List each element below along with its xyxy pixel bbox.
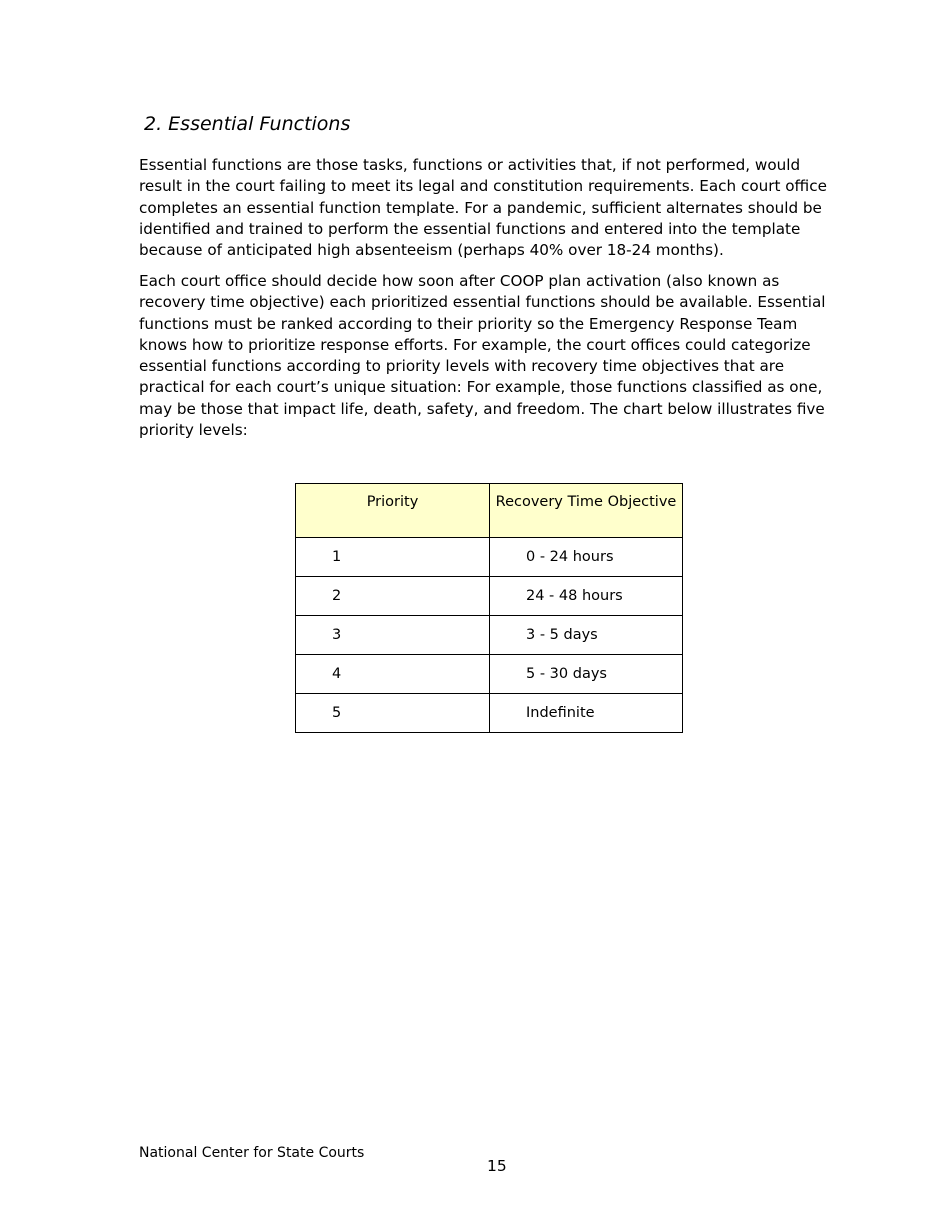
recovery-time-cell: 0 - 24 hours xyxy=(490,538,683,577)
recovery-time-cell: 24 - 48 hours xyxy=(490,577,683,616)
table-header-row xyxy=(296,484,683,538)
priority-cell: 5 xyxy=(296,694,490,733)
priority-cell: 2 xyxy=(296,577,490,616)
priority-cell: 3 xyxy=(296,616,490,655)
paragraph-priority-levels: Each court office should decide how soon after COOP plan activation (also known as recovery time objective) each prioritized essential functions should be available. Essential functions must be ranked according to their priority so the Emergency Response Team knows how to prioritize response efforts. For example, the court offices could categorize essential functions according to priority levels with recovery time objectives that are practical for each court’s unique situation: For example, those functions classified as one, may be those that impact life, death, safety, and freedom. The chart below illustrates five priority levels: xyxy=(139,272,826,440)
header-recovery-time-objective: Recovery Time Objective xyxy=(490,484,683,538)
page-number: 15 xyxy=(487,1157,507,1175)
priority-cell: 1 xyxy=(296,538,490,577)
table-row xyxy=(296,655,683,694)
table-row xyxy=(296,694,683,733)
table-row xyxy=(296,577,683,616)
priority-cell: 4 xyxy=(296,655,490,694)
recovery-time-cell: Indefinite xyxy=(490,694,683,733)
paragraph-essential-functions: Essential functions are those tasks, functions or activities that, if not performed, would result in the court failing to meet its legal and constitution requirements. Each court office completes an essential function template. For a pandemic, sufficient alternates should be identified and trained to perform the essential functions and entered into the template because of anticipated high absenteeism (perhaps 40% over 18-24 months). xyxy=(139,156,827,260)
footer-organization: National Center for State Courts xyxy=(139,1145,365,1161)
table-row xyxy=(296,616,683,655)
recovery-time-cell: 3 - 5 days xyxy=(490,616,683,655)
header-priority: Priority xyxy=(296,484,490,538)
recovery-time-cell: 5 - 30 days xyxy=(490,655,683,694)
table-row xyxy=(296,538,683,577)
section-heading: 2. Essential Functions xyxy=(144,113,351,135)
priority-table xyxy=(295,483,683,733)
